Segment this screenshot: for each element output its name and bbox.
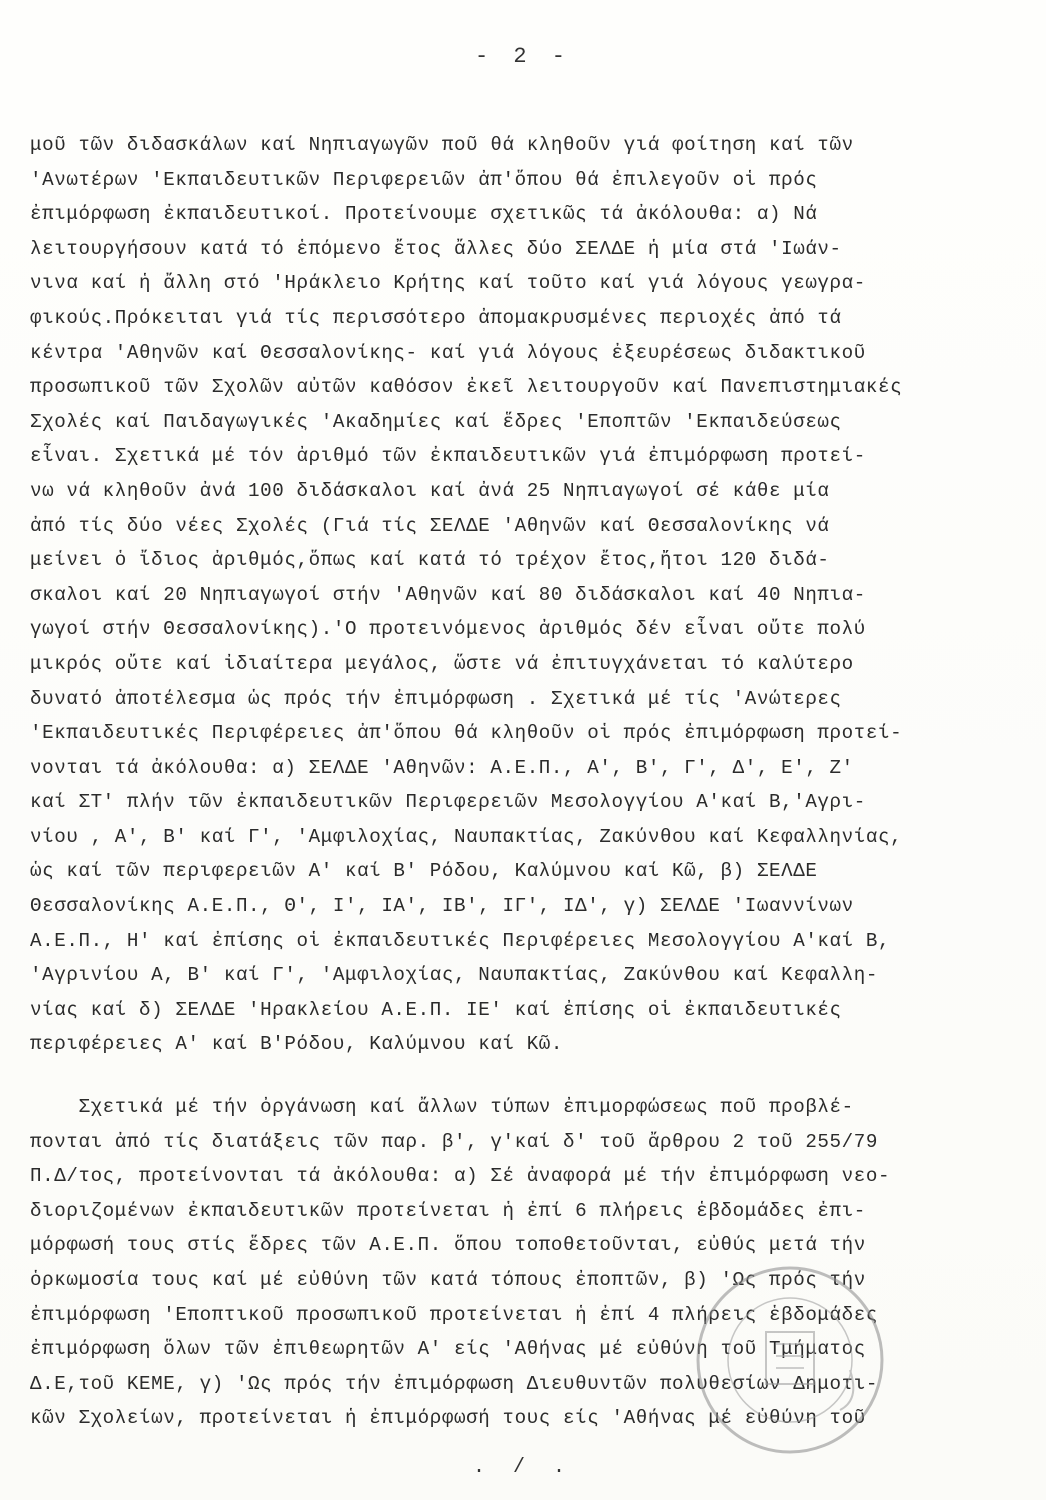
text-line: νονται τά ἀκόλουθα: α) ΣΕΛΔΕ 'Αθηνῶν: Α.Ε.Π., Α', Β', Γ', Δ', Ε', Ζ' xyxy=(30,756,854,779)
paragraph-gap xyxy=(30,1062,1020,1090)
paragraph-1 xyxy=(30,128,1020,1062)
text-line: 'Εκπαιδευτικές Περιφέρειες ἀπ'ὅπου θά κληθοῦν οἱ πρός ἐπιμόρφωση προτεί- xyxy=(30,722,903,745)
continuation-mark: . / . xyxy=(472,1456,573,1479)
text-line: μοῦ τῶν διδασκάλων καί Νηπιαγωγῶν ποῦ θά κληθοῦν γιά φοίτηση καί τῶν xyxy=(30,134,854,156)
text-line: νίου , Α', Β' καί Γ', 'Αμφιλοχίας, Ναυπακτίας, Ζακύνθου καί Κεφαλληνίας, xyxy=(30,825,903,848)
official-stamp-icon xyxy=(690,1260,890,1460)
text-line: Δ.Ε,τοῦ ΚΕΜΕ, γ) 'Ως πρός τήν ἐπιμόρφωση Διευθυντῶν πολυθεσίων Δημοτι- xyxy=(30,1372,879,1395)
text-line: περιφέρειες Α' καί Β'Ρόδου, Καλύμνου καί Κῶ. xyxy=(30,1033,564,1056)
text-line: πονται ἀπό τίς διατάξεις τῶν παρ. β', γ'καί δ' τοῦ ἄρθρου 2 τοῦ 255/79 xyxy=(30,1130,879,1153)
text-line: κέντρα 'Αθηνῶν καί Θεσσαλονίκης- καί γιά λόγους ἐξευρέσεως διδακτικοῦ xyxy=(30,341,866,364)
text-line: ἐπιμόρφωση 'Εποπτικοῦ προσωπικοῦ προτείνεται ἡ ἐπί 4 πλήρεις ἑβδομάδες xyxy=(30,1303,879,1326)
text-line: μικρός οὔτε καί ἰδιαίτερα μεγάλος, ὥστε νά ἐπιτυγχάνεται τό καλύτερο xyxy=(30,652,854,675)
page-number: - 2 - xyxy=(474,44,571,69)
document-body xyxy=(30,128,1020,1436)
text-line: δυνατό ἀποτέλεσμα ὡς πρός τήν ἐπιμόρφωση . Σχετικά μέ τίς 'Ανώτερες xyxy=(30,687,842,710)
text-line: καί ΣΤ' πλήν τῶν ἐκπαιδευτικῶν Περιφερειῶν Μεσολογγίου Α'καί Β,'Αγρι- xyxy=(30,791,866,814)
text-line: φικούς.Πρόκειται γιά τίς περισσότερο ἀπομακρυσμένες περιοχές ἀπό τά xyxy=(30,306,842,329)
text-line: 'Ανωτέρων 'Εκπαιδευτικῶν Περιφερειῶν ἀπ'ὅπου θά ἐπιλεγοῦν οἱ πρός xyxy=(30,168,818,191)
text-line: Σχετικά μέ τήν ὀργάνωση καί ἄλλων τύπων ἐπιμορφώσεως ποῦ προβλέ- xyxy=(30,1096,854,1119)
text-line: νω νά κληθοῦν ἀνά 100 διδάσκαλοι καί ἀνά 25 Νηπιαγωγοί σέ κάθε μία xyxy=(30,479,830,502)
text-line: μείνει ὁ ἴδιος ἀριθμός,ὅπως καί κατά τό τρέχον ἔτος,ἤτοι 120 διδά- xyxy=(30,549,830,572)
text-line: νινα καί ἡ ἄλλη στό 'Ηράκλειο Κρήτης καί τοῦτο καί γιά λόγους γεωγρα- xyxy=(30,272,866,295)
text-line: νίας καί δ) ΣΕΛΔΕ 'Ηρακλείου Α.Ε.Π. ΙΕ' καί ἐπίσης οἱ ἐκπαιδευτικές xyxy=(30,998,842,1021)
text-line: ἐπιμόρφωση ἐκπαιδευτικοί. Προτείνουμε σχετικῶς τά ἀκόλουθα: α) Νά xyxy=(30,203,818,226)
text-line: κῶν Σχολείων, προτείνεται ἡ ἐπιμόρφωσή τους είς 'Αθήνας μέ εὐθύνη τοῦ xyxy=(30,1407,866,1430)
text-line: Θεσσαλονίκης Α.Ε.Π., Θ', Ι', ΙΑ', ΙΒ', ΙΓ', ΙΔ', γ) ΣΕΛΔΕ 'Ιωαννίνων xyxy=(30,895,854,918)
text-line: ὡς καί τῶν περιφερειῶν Α' καί Β' Ρόδου, Καλύμνου καί Κῶ, β) ΣΕΛΔΕ xyxy=(30,860,818,883)
text-line: γωγοί στήν Θεσσαλονίκης).'Ο προτεινόμενος ἀριθμός δέν εἶναι οὔτε πολύ xyxy=(30,618,866,641)
text-line: Σχολές καί Παιδαγωγικές 'Ακαδημίες καί ἕδρες 'Εποπτῶν 'Εκπαιδεύσεως xyxy=(30,410,842,433)
text-line: μόρφωσή τους στίς ἕδρες τῶν Α.Ε.Π. ὅπου τοποθετοῦνται, εὐθύς μετά τήν xyxy=(30,1234,866,1257)
text-line: ἐπιμόρφωση ὅλων τῶν ἐπιθεωρητῶν Α' είς 'Αθήνας μέ εὐθύνη τοῦ Τμήματος xyxy=(30,1338,866,1361)
text-line: εἶναι. Σχετικά μέ τόν ἀριθμό τῶν ἐκπαιδευτικῶν γιά ἐπιμόρφωση προτεί- xyxy=(30,445,866,468)
text-line: 'Αγρινίου Α, Β' καί Γ', 'Αμφιλοχίας, Ναυπακτίας, Ζακύνθου καί Κεφαλλη- xyxy=(30,964,879,987)
text-line: ὁρκωμοσία τους καί μέ εὐθύνη τῶν κατά τόπους ἐποπτῶν, β) 'Ως πρός τήν xyxy=(30,1269,866,1291)
text-line: Α.Ε.Π., Η' καί ἐπίσης οἱ ἐκπαιδευτικές Περιφέρειες Μεσολογγίου Α'καί Β, xyxy=(30,929,891,952)
text-line: προσωπικοῦ τῶν Σχολῶν αὐτῶν καθόσον ἐκεῖ λειτουργοῦν καί Πανεπιστημιακές xyxy=(30,376,903,399)
text-line: σκαλοι καί 20 Νηπιαγωγοί στήν 'Αθηνῶν καί 80 διδάσκαλοι καί 40 Νηπια- xyxy=(30,583,866,606)
text-line: λειτουργήσουν κατά τό ἑπόμενο ἔτος ἄλλες δύο ΣΕΛΔΕ ἡ μία στά 'Ιωάν- xyxy=(30,237,842,260)
text-line: ἀπό τίς δύο νέες Σχολές (Γιά τίς ΣΕΛΔΕ 'Αθηνῶν καί Θεσσαλονίκης νά xyxy=(30,514,830,537)
text-line: Π.Δ/τος, προτείνονται τά ἀκόλουθα: α) Σέ ἀναφορά μέ τήν ἐπιμόρφωση νεο- xyxy=(30,1165,891,1188)
text-line: διοριζομένων ἐκπαιδευτικῶν προτείνεται ἡ ἐπί 6 πλήρεις ἑβδομάδες ἐπι- xyxy=(30,1199,866,1222)
